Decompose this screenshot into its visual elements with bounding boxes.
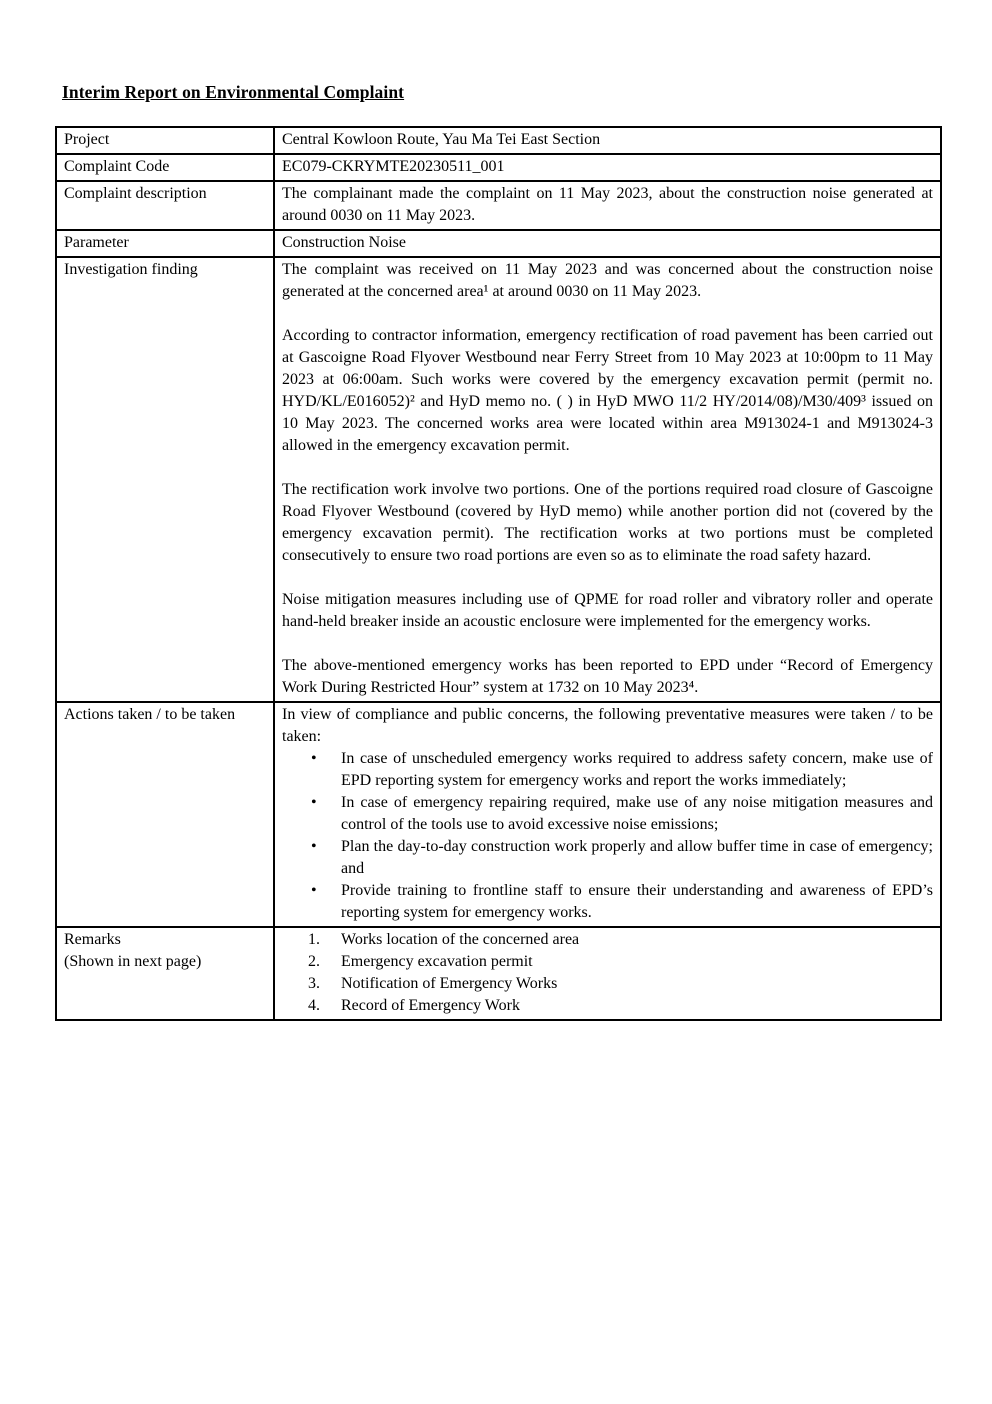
list-text: Emergency excavation permit	[341, 953, 533, 970]
remarks-value	[274, 927, 941, 1020]
bullet-text: In case of emergency repairing required, make use of any noise mitigation measures and control of the tools use to avoid excessive noise emissions;	[341, 794, 933, 833]
complaint-report-table	[55, 126, 942, 1021]
page-title: Interim Report on Environmental Complaint	[62, 82, 405, 102]
bullet-icon: •	[311, 750, 317, 767]
complaint-code-label: Complaint Code	[56, 154, 274, 181]
list-number: 4.	[308, 997, 320, 1014]
list-item	[308, 951, 933, 973]
investigation-finding-value	[274, 257, 941, 702]
project-value: Central Kowloon Route, Yau Ma Tei East Section	[274, 127, 941, 154]
bullet-icon: •	[311, 794, 317, 811]
list-text: Record of Emergency Work	[341, 997, 520, 1014]
table-row-complaint-description	[56, 181, 941, 230]
finding-paragraph: The above-mentioned emergency works has been reported to EPD under “Record of Emergency Work During Restricted Hour” system at 1732 on 10 May 2023⁴.	[282, 657, 933, 696]
list-item	[311, 792, 933, 836]
remarks-label: Remarks	[64, 931, 121, 948]
list-item	[308, 995, 933, 1017]
project-label: Project	[56, 127, 274, 154]
remarks-numbered-list	[282, 929, 933, 1017]
complaint-code-value: EC079-CKRYMTE20230511_001	[274, 154, 941, 181]
list-item	[311, 748, 933, 792]
list-number: 3.	[308, 975, 320, 992]
table-row-complaint-code	[56, 154, 941, 181]
actions-label: Actions taken / to be taken	[56, 702, 274, 927]
list-number: 1.	[308, 931, 320, 948]
list-item	[308, 973, 933, 995]
table-row-actions	[56, 702, 941, 927]
bullet-icon: •	[311, 838, 317, 855]
list-item	[311, 836, 933, 880]
finding-paragraph: Noise mitigation measures including use of QPME for road roller and vibratory roller and operate hand-held breaker inside an acoustic enclosure were implemented for the emergency works.	[282, 591, 933, 630]
finding-paragraph: The rectification work involve two portions. One of the portions required road closure of Gascoigne Road Flyover Westbound (covered by HyD memo) while another portion did not (covered by the emergency excavation permit). The rectification works at two portions must be completed consecutively to ensure two road portions are even so as to eliminate the road safety hazard.	[282, 481, 933, 564]
bullet-text: In case of unscheduled emergency works required to address safety concern, make use of EPD reporting system for emergency works and report the works immediately;	[341, 750, 933, 789]
table-row-parameter	[56, 230, 941, 257]
actions-bullet-list	[282, 748, 933, 924]
list-text: Notification of Emergency Works	[341, 975, 558, 992]
table-row-investigation-finding	[56, 257, 941, 702]
investigation-finding-label: Investigation finding	[56, 257, 274, 702]
finding-paragraph: The complaint was received on 11 May 2023 and was concerned about the construction noise generated at the concerned area¹ at around 0030 on 11 May 2023.	[282, 261, 933, 300]
complaint-description-label: Complaint description	[56, 181, 274, 230]
list-number: 2.	[308, 953, 320, 970]
complaint-description-value: The complainant made the complaint on 11 May 2023, about the construction noise generated at around 0030 on 11 May 2023.	[274, 181, 941, 230]
remarks-label-cell	[56, 927, 274, 1020]
parameter-label: Parameter	[56, 230, 274, 257]
bullet-text: Plan the day-to-day construction work properly and allow buffer time in case of emergency; and	[341, 838, 933, 877]
actions-intro: In view of compliance and public concerns, the following preventative measures were taken / to be taken:	[282, 706, 933, 745]
list-item	[311, 880, 933, 924]
parameter-value: Construction Noise	[274, 230, 941, 257]
bullet-text: Provide training to frontline staff to ensure their understanding and awareness of EPD’s reporting system for emergency works.	[341, 882, 933, 921]
list-item	[308, 929, 933, 951]
remarks-note: (Shown in next page)	[64, 953, 202, 970]
bullet-icon: •	[311, 882, 317, 899]
table-row-remarks	[56, 927, 941, 1020]
finding-paragraph: According to contractor information, emergency rectification of road pavement has been carried out at Gascoigne Road Flyover Westbound near Ferry Street from 10 May 2023 at 10:00pm to 11 May 2023 at 06:00am. Such works were covered by the emergency excavation permit (permit no. HYD/KL/E016052)² and HyD memo no. ( ) in HyD MWO 11/2 HY/2014/08)/M30/409³ issued on 10 May 2023. The concerned works area were located within area M913024-1 and M913024-3 allowed in the emergency excavation permit.	[282, 327, 933, 454]
list-text: Works location of the concerned area	[341, 931, 580, 948]
table-row-project	[56, 127, 941, 154]
actions-value	[274, 702, 941, 927]
